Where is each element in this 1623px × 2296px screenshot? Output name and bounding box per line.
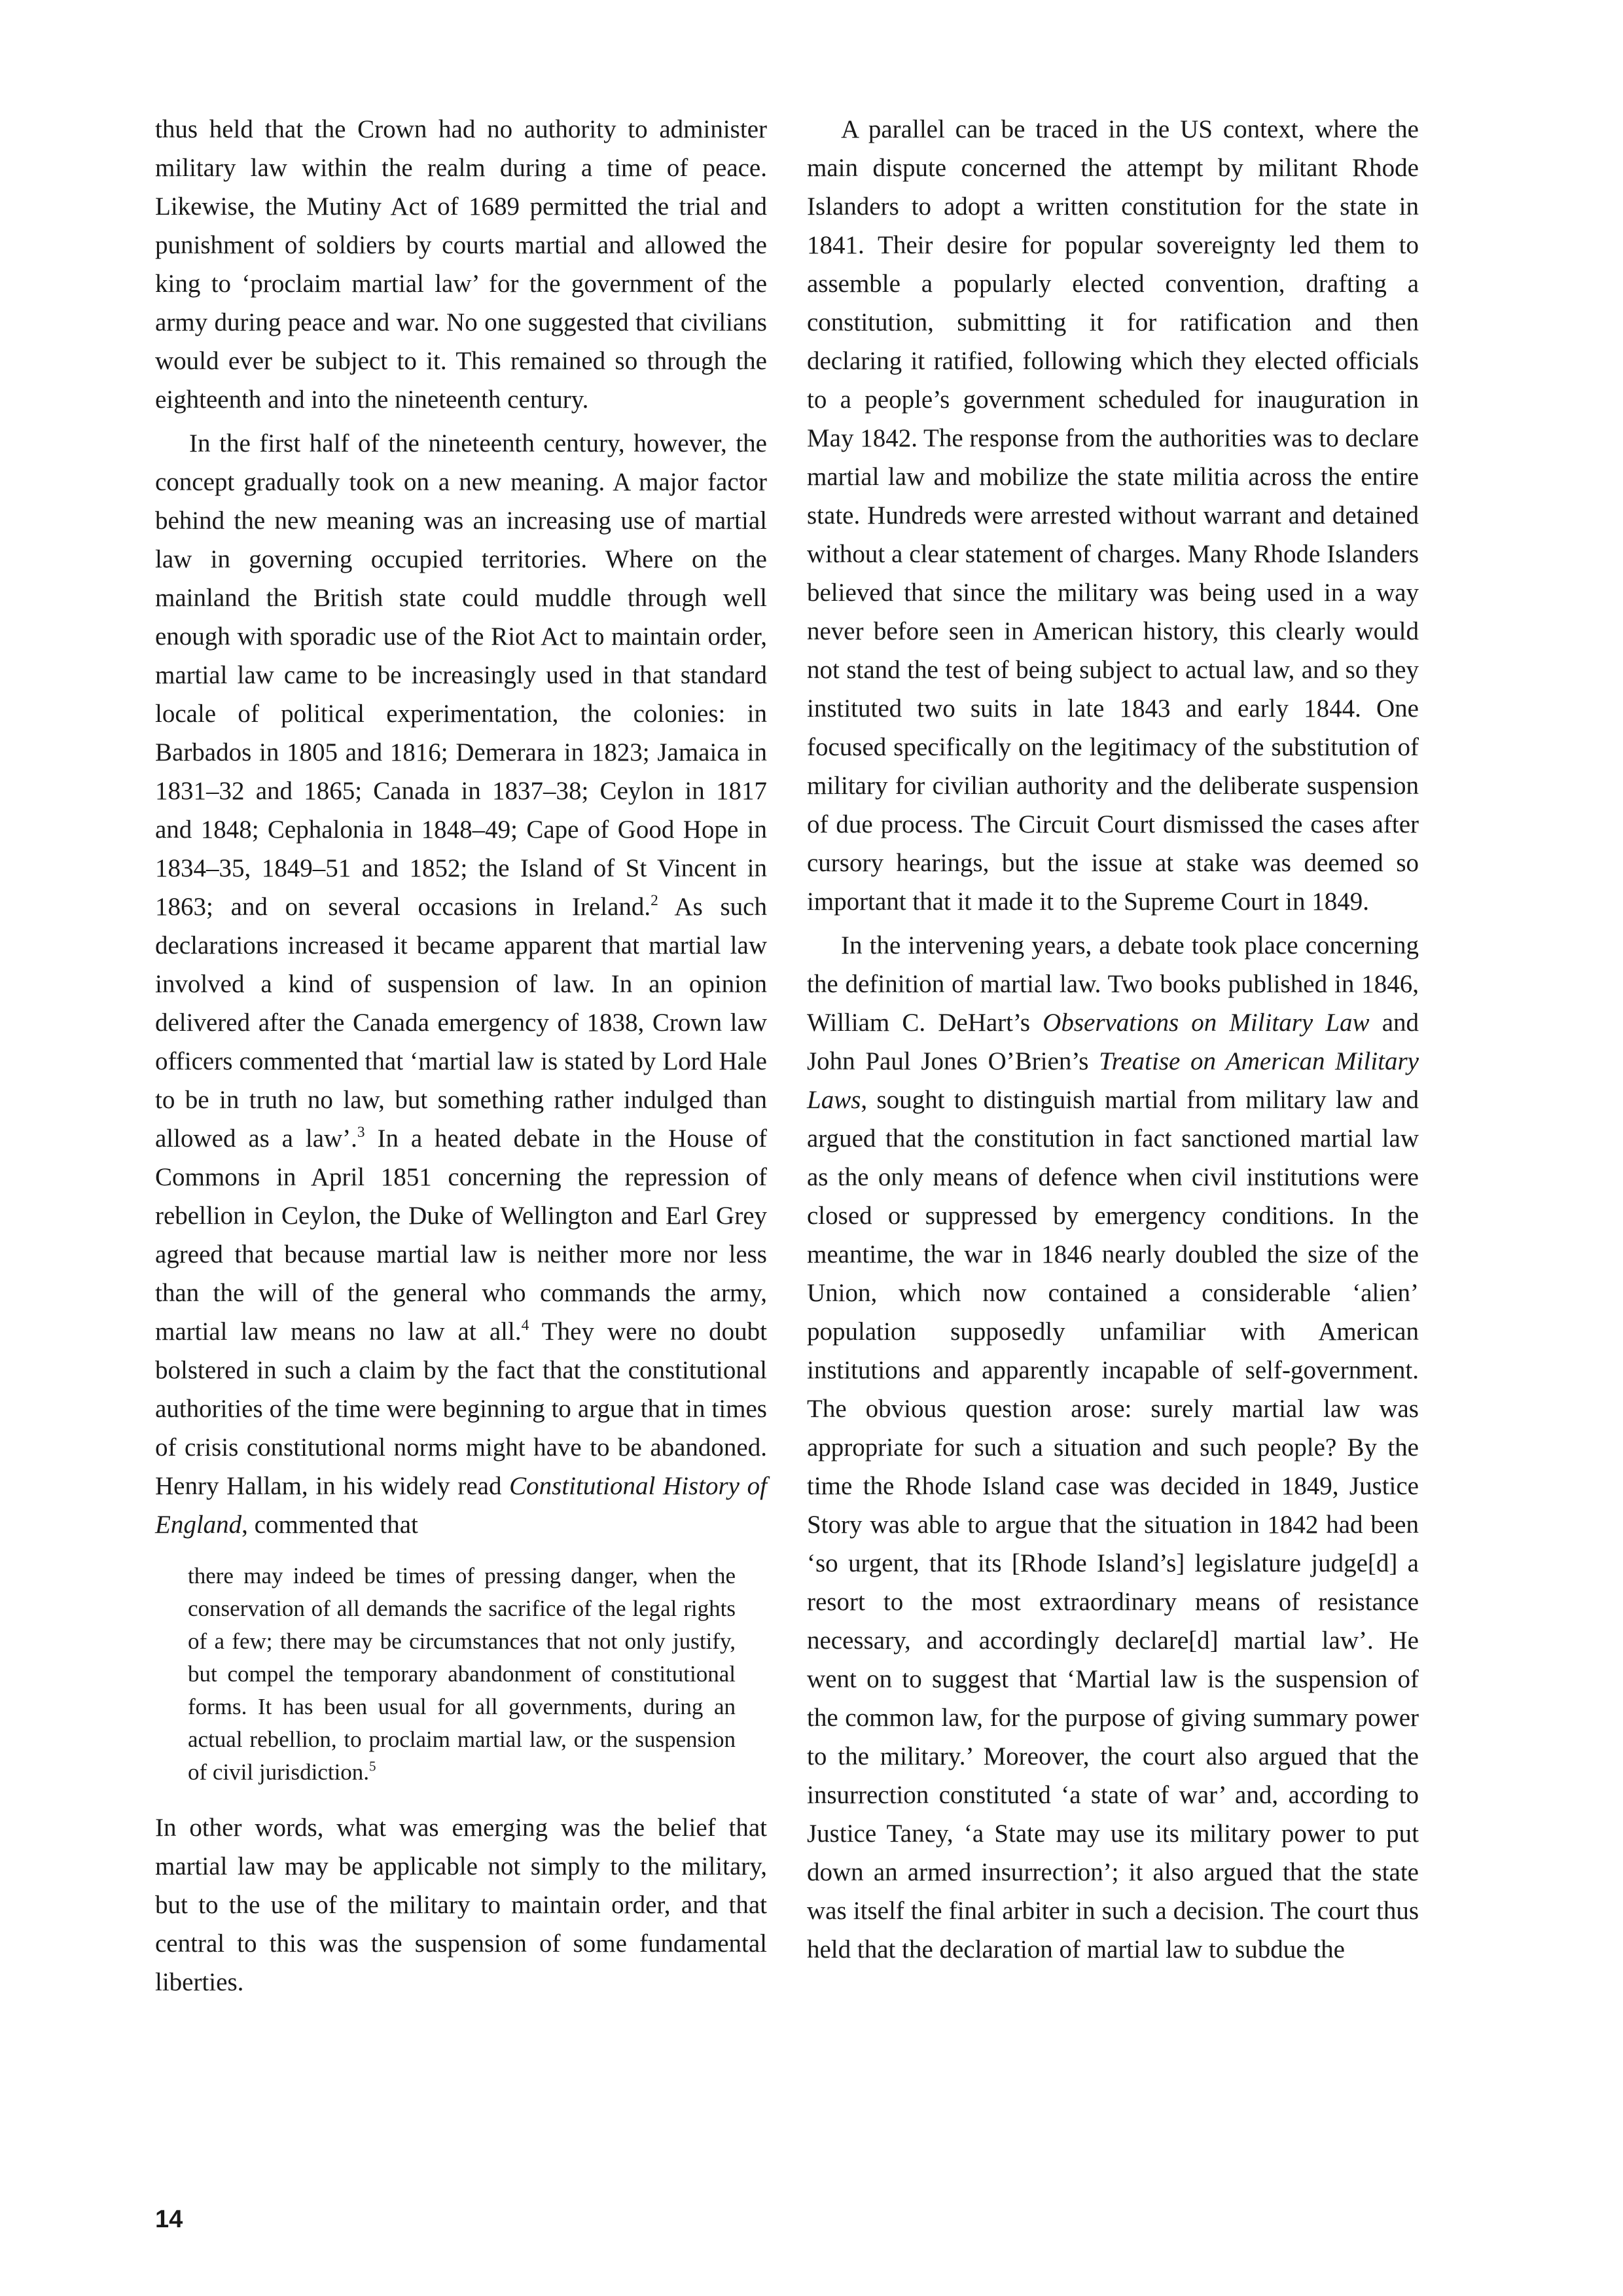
book-title: Treatise on American Military Laws — [807, 1047, 1419, 1114]
right-column — [807, 110, 1419, 1969]
footnote-ref[interactable]: 2 — [651, 891, 658, 909]
footnote-ref[interactable]: 4 — [521, 1316, 529, 1334]
paragraph: In the first half of the nineteenth century, however, the concept gradually took on a new meaning. A major factor behind the new meaning was an increasing use of martial law in governing occupied territories. Where on the mainland the British state could muddle through well enough with sporadic use of the Riot Act to maintain order, martial law came to be increasingly used in that standard locale of political experimentation, the colonies: in Barbados in 1805 and 1816; Demerara in 1823; Jamaica in 1831–32 and 1865; Canada in 1837–38; Ceylon in 1817 and 1848; Cephalonia in 1848–49; Cape of Good Hope in 1834–35, 1849–51 and 1852; the Island of St Vincent in 1863; and on several occasions in Ireland.$^2$ As such declarations increased it became apparent that martial law involved a kind of suspension of law. In an opinion delivered after the Canada emergency of 1838, Crown law officers commented that ‘martial law is stated by Lord Hale to be in truth no law, but something rather indulged than allowed as a law’.$^3$ In a heated debate in the House of Commons in April 1851 concerning the repression of rebellion in Ceylon, the Duke of Wellington and Earl Grey agreed that because martial law is neither more nor less than the will of the general who commands the army, martial law means no law at all.$^4$ They were no doubt bolstered in such a claim by the fact that the constitutional authorities of the time were beginning to argue that in times of crisis constitutional norms might have to be abandoned. Henry Hallam, in his widely read Constitutional History of England, commented that — [155, 429, 767, 1539]
paragraph: In other words, what was emerging was the belief that martial law may be applicable not simply to the military, but to the use of the military to maintain order, and that central to this was the suspension of some fundamental liberties. — [155, 1814, 767, 1996]
paragraph: In the intervening years, a debate took place concerning the definition of martial law. Two books published in 1846, William C. DeHart’s Observations on Military Law and John Paul Jones O’Brien’s Treatise on American Military Laws, sought to distinguish martial from military law and argued that the constitution in fact sanctioned martial law as the only means of defence when civil institutions were closed or suppressed by emergency conditions. In the meantime, the war in 1846 nearly doubled the size of the Union, which now contained a considerable ‘alien’ population supposedly unfamiliar with American institutions and apparently incapable of self-government. The obvious question arose: surely martial law was appropriate for such a situation and such people? By the time the Rhode Island case was decided in 1849, Justice Story was able to argue that the situation in 1842 had been ‘so urgent, that its [Rhode Island’s] legislature judge[d] a resort to the most extraordinary means of resistance necessary, and accordingly declare[d] martial law’. He went on to suggest that ‘Martial law is the suspension of the common law, for the purpose of giving summary power to the military.’ Moreover, the court also argued that the insurrection constituted ‘a state of war’ and, according to Justice Taney, ‘a State may use its military power to put down an armed insurrection’; it also argued that the state was itself the final arbiter in such a decision. The court thus held that the declaration of martial law to subdue the — [807, 931, 1419, 1964]
block-quote: there may indeed be times of pressing danger, when the conservation of all demands the sacrifice of the legal rights of a few; there may be circumstances that not only justify, but compel the temporary abandonment of constitutional forms. It has been usual for all governments, during an actual rebellion, to proclaim martial law, or the suspension of civil jurisdiction.$^5$ — [188, 1563, 736, 1785]
footnote-ref[interactable]: 5 — [369, 1758, 376, 1774]
paragraph: thus held that the Crown had no authority to administer military law within the realm during a time of peace. Likewise, the Mutiny Act of 1689 permitted the trial and punishment of soldiers by courts martial and allowed the king to ‘proclaim martial law’ for the government of the army during peace and war. No one suggested that civilians would ever be subject to it. This remained so through the eighteenth and into the nineteenth century. — [155, 115, 767, 414]
page-number: 14 — [155, 2206, 183, 2233]
footnote-ref[interactable]: 3 — [357, 1123, 365, 1141]
book-title: Constitutional History of England — [155, 1472, 767, 1539]
left-column — [155, 110, 767, 2001]
book-title: Observations on Military Law — [1043, 1009, 1370, 1037]
paragraph: A parallel can be traced in the US context, where the main dispute concerned the attempt by militant Rhode Islanders to adopt a written constitution for the state in 1841. Their desire for popular sovereignty led them to assemble a popularly elected convention, drafting a constitution, submitting it for ratification and then declaring it ratified, following which they elected officials to a people’s government scheduled for inauguration in May 1842. The response from the authorities was to declare martial law and mobilize the state militia across the entire state. Hundreds were arrested without warrant and detained without a clear statement of charges. Many Rhode Islanders believed that since the military was being used in a way never before seen in American history, this clearly would not stand the test of being subject to actual law, and so they instituted two suits in late 1843 and early 1844. One focused specifically on the legitimacy of the substitution of military for civilian authority and the deliberate suspension of due process. The Circuit Court dismissed the cases after cursory hearings, but the issue at stake was deemed so important that it made it to the Supreme Court in 1849. — [807, 115, 1419, 916]
